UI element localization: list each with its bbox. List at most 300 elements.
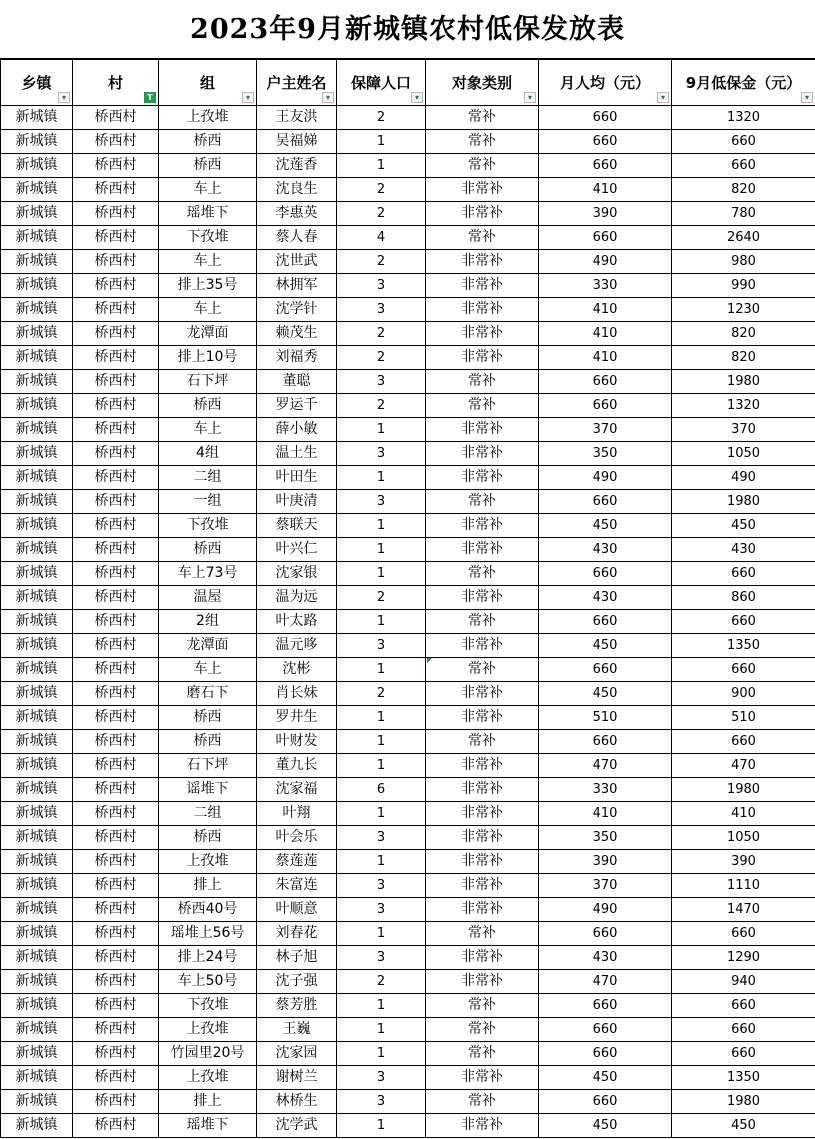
cell-category[interactable]: 非常补 <box>426 178 539 202</box>
cell-township[interactable]: 新城镇 <box>1 970 73 994</box>
cell-covered-persons[interactable]: 3 <box>337 274 426 298</box>
cell-village[interactable]: 桥西村 <box>73 1090 159 1114</box>
cell-category[interactable]: 非常补 <box>426 442 539 466</box>
cell-householder[interactable]: 温为远 <box>257 586 337 610</box>
cell-householder[interactable]: 沈子强 <box>257 970 337 994</box>
cell-category[interactable]: 非常补 <box>426 826 539 850</box>
cell-group[interactable]: 桥西 <box>159 130 257 154</box>
cell-september-allowance[interactable]: 1050 <box>672 442 815 466</box>
cell-september-allowance[interactable]: 1350 <box>672 634 815 658</box>
cell-monthly-per-person[interactable]: 490 <box>539 466 672 490</box>
cell-group[interactable]: 车上 <box>159 250 257 274</box>
cell-covered-persons[interactable]: 4 <box>337 226 426 250</box>
cell-township[interactable]: 新城镇 <box>1 418 73 442</box>
cell-monthly-per-person[interactable]: 510 <box>539 706 672 730</box>
cell-group[interactable]: 桥西40号 <box>159 898 257 922</box>
cell-september-allowance[interactable]: 1320 <box>672 106 815 130</box>
cell-township[interactable]: 新城镇 <box>1 874 73 898</box>
cell-householder[interactable]: 叶太路 <box>257 610 337 634</box>
cell-householder[interactable]: 朱富连 <box>257 874 337 898</box>
cell-category[interactable]: 常补 <box>426 922 539 946</box>
cell-group[interactable]: 桥西 <box>159 826 257 850</box>
cell-september-allowance[interactable]: 490 <box>672 466 815 490</box>
cell-householder[interactable]: 刘春花 <box>257 922 337 946</box>
cell-householder[interactable]: 罗井生 <box>257 706 337 730</box>
cell-category[interactable]: 非常补 <box>426 970 539 994</box>
cell-september-allowance[interactable]: 780 <box>672 202 815 226</box>
cell-village[interactable]: 桥西村 <box>73 778 159 802</box>
cell-september-allowance[interactable]: 1470 <box>672 898 815 922</box>
cell-group[interactable]: 桥西 <box>159 394 257 418</box>
cell-township[interactable]: 新城镇 <box>1 754 73 778</box>
cell-monthly-per-person[interactable]: 350 <box>539 442 672 466</box>
cell-township[interactable]: 新城镇 <box>1 346 73 370</box>
cell-village[interactable]: 桥西村 <box>73 1018 159 1042</box>
cell-category[interactable]: 非常补 <box>426 634 539 658</box>
cell-category[interactable]: 常补 <box>426 1042 539 1066</box>
cell-householder[interactable]: 吴福娣 <box>257 130 337 154</box>
cell-village[interactable]: 桥西村 <box>73 538 159 562</box>
cell-category[interactable]: 非常补 <box>426 682 539 706</box>
cell-covered-persons[interactable]: 3 <box>337 370 426 394</box>
cell-category[interactable]: 常补 <box>426 730 539 754</box>
cell-householder[interactable]: 董聪 <box>257 370 337 394</box>
cell-householder[interactable]: 蔡人春 <box>257 226 337 250</box>
cell-monthly-per-person[interactable]: 490 <box>539 898 672 922</box>
cell-group[interactable]: 龙潭面 <box>159 322 257 346</box>
cell-village[interactable]: 桥西村 <box>73 826 159 850</box>
cell-monthly-per-person[interactable]: 470 <box>539 754 672 778</box>
cell-covered-persons[interactable]: 3 <box>337 946 426 970</box>
cell-group[interactable]: 瑶堆下 <box>159 202 257 226</box>
cell-covered-persons[interactable]: 1 <box>337 994 426 1018</box>
cell-september-allowance[interactable]: 1110 <box>672 874 815 898</box>
cell-village[interactable]: 桥西村 <box>73 178 159 202</box>
cell-covered-persons[interactable]: 1 <box>337 610 426 634</box>
cell-september-allowance[interactable]: 1980 <box>672 1090 815 1114</box>
cell-township[interactable]: 新城镇 <box>1 730 73 754</box>
cell-september-allowance[interactable]: 660 <box>672 130 815 154</box>
cell-monthly-per-person[interactable]: 660 <box>539 562 672 586</box>
cell-category[interactable]: 常补 <box>426 1018 539 1042</box>
cell-group[interactable]: 二组 <box>159 802 257 826</box>
cell-group[interactable]: 瑶堆下 <box>159 1114 257 1138</box>
cell-september-allowance[interactable]: 1980 <box>672 490 815 514</box>
cell-village[interactable]: 桥西村 <box>73 946 159 970</box>
cell-village[interactable]: 桥西村 <box>73 298 159 322</box>
cell-september-allowance[interactable]: 660 <box>672 1018 815 1042</box>
cell-september-allowance[interactable]: 470 <box>672 754 815 778</box>
cell-category[interactable]: 非常补 <box>426 802 539 826</box>
cell-september-allowance[interactable]: 820 <box>672 178 815 202</box>
cell-category[interactable]: 非常补 <box>426 1066 539 1090</box>
cell-category[interactable]: 非常补 <box>426 874 539 898</box>
cell-village[interactable]: 桥西村 <box>73 610 159 634</box>
cell-householder[interactable]: 温元哆 <box>257 634 337 658</box>
cell-monthly-per-person[interactable]: 660 <box>539 1042 672 1066</box>
cell-village[interactable]: 桥西村 <box>73 370 159 394</box>
cell-category[interactable]: 非常补 <box>426 466 539 490</box>
cell-group[interactable]: 上孜堆 <box>159 1066 257 1090</box>
cell-september-allowance[interactable]: 820 <box>672 322 815 346</box>
cell-category[interactable]: 非常补 <box>426 946 539 970</box>
cell-covered-persons[interactable]: 1 <box>337 1042 426 1066</box>
cell-group[interactable]: 排上10号 <box>159 346 257 370</box>
cell-township[interactable]: 新城镇 <box>1 682 73 706</box>
cell-householder[interactable]: 沈家银 <box>257 562 337 586</box>
cell-covered-persons[interactable]: 1 <box>337 922 426 946</box>
cell-township[interactable]: 新城镇 <box>1 250 73 274</box>
cell-covered-persons[interactable]: 3 <box>337 634 426 658</box>
cell-covered-persons[interactable]: 2 <box>337 202 426 226</box>
cell-householder[interactable]: 沈世武 <box>257 250 337 274</box>
cell-covered-persons[interactable]: 2 <box>337 394 426 418</box>
cell-village[interactable]: 桥西村 <box>73 850 159 874</box>
cell-householder[interactable]: 叶翔 <box>257 802 337 826</box>
cell-covered-persons[interactable]: 2 <box>337 682 426 706</box>
cell-september-allowance[interactable]: 1980 <box>672 370 815 394</box>
cell-september-allowance[interactable]: 990 <box>672 274 815 298</box>
cell-category[interactable]: 非常补 <box>426 202 539 226</box>
cell-group[interactable]: 排上24号 <box>159 946 257 970</box>
cell-covered-persons[interactable]: 6 <box>337 778 426 802</box>
cell-monthly-per-person[interactable]: 370 <box>539 874 672 898</box>
cell-village[interactable]: 桥西村 <box>73 514 159 538</box>
cell-township[interactable]: 新城镇 <box>1 658 73 682</box>
cell-category[interactable]: 非常补 <box>426 298 539 322</box>
cell-september-allowance[interactable]: 940 <box>672 970 815 994</box>
cell-covered-persons[interactable]: 3 <box>337 1090 426 1114</box>
cell-group[interactable]: 车上 <box>159 418 257 442</box>
cell-monthly-per-person[interactable]: 660 <box>539 610 672 634</box>
cell-village[interactable]: 桥西村 <box>73 754 159 778</box>
cell-covered-persons[interactable]: 3 <box>337 298 426 322</box>
cell-township[interactable]: 新城镇 <box>1 178 73 202</box>
cell-monthly-per-person[interactable]: 450 <box>539 1114 672 1138</box>
cell-covered-persons[interactable]: 2 <box>337 346 426 370</box>
cell-township[interactable]: 新城镇 <box>1 562 73 586</box>
cell-covered-persons[interactable]: 2 <box>337 106 426 130</box>
cell-covered-persons[interactable]: 2 <box>337 970 426 994</box>
cell-township[interactable]: 新城镇 <box>1 706 73 730</box>
cell-householder[interactable]: 肖长妹 <box>257 682 337 706</box>
cell-township[interactable]: 新城镇 <box>1 994 73 1018</box>
cell-village[interactable]: 桥西村 <box>73 466 159 490</box>
cell-householder[interactable]: 叶财发 <box>257 730 337 754</box>
cell-group[interactable]: 桥西 <box>159 706 257 730</box>
cell-township[interactable]: 新城镇 <box>1 226 73 250</box>
cell-covered-persons[interactable]: 2 <box>337 250 426 274</box>
cell-village[interactable]: 桥西村 <box>73 658 159 682</box>
cell-covered-persons[interactable]: 1 <box>337 802 426 826</box>
cell-township[interactable]: 新城镇 <box>1 898 73 922</box>
cell-householder[interactable]: 李惠英 <box>257 202 337 226</box>
cell-group[interactable]: 上孜堆 <box>159 1018 257 1042</box>
cell-monthly-per-person[interactable]: 470 <box>539 970 672 994</box>
cell-group[interactable]: 4组 <box>159 442 257 466</box>
cell-village[interactable]: 桥西村 <box>73 226 159 250</box>
cell-township[interactable]: 新城镇 <box>1 322 73 346</box>
cell-monthly-per-person[interactable]: 450 <box>539 514 672 538</box>
cell-category[interactable]: 非常补 <box>426 778 539 802</box>
cell-group[interactable]: 一组 <box>159 490 257 514</box>
cell-covered-persons[interactable]: 1 <box>337 130 426 154</box>
cell-householder[interactable]: 沈学武 <box>257 1114 337 1138</box>
cell-category[interactable]: 常补 <box>426 106 539 130</box>
cell-covered-persons[interactable]: 1 <box>337 1018 426 1042</box>
cell-householder[interactable]: 刘福秀 <box>257 346 337 370</box>
cell-householder[interactable]: 董九长 <box>257 754 337 778</box>
cell-township[interactable]: 新城镇 <box>1 610 73 634</box>
cell-group[interactable]: 下孜堆 <box>159 226 257 250</box>
cell-monthly-per-person[interactable]: 660 <box>539 994 672 1018</box>
cell-monthly-per-person[interactable]: 660 <box>539 370 672 394</box>
cell-group[interactable]: 竹园里20号 <box>159 1042 257 1066</box>
cell-village[interactable]: 桥西村 <box>73 634 159 658</box>
cell-township[interactable]: 新城镇 <box>1 1018 73 1042</box>
cell-group[interactable]: 2组 <box>159 610 257 634</box>
cell-covered-persons[interactable]: 3 <box>337 898 426 922</box>
cell-monthly-per-person[interactable]: 450 <box>539 634 672 658</box>
cell-householder[interactable]: 蔡莲莲 <box>257 850 337 874</box>
cell-september-allowance[interactable]: 450 <box>672 514 815 538</box>
cell-householder[interactable]: 薛小敏 <box>257 418 337 442</box>
cell-category[interactable]: 非常补 <box>426 418 539 442</box>
cell-village[interactable]: 桥西村 <box>73 874 159 898</box>
cell-september-allowance[interactable]: 980 <box>672 250 815 274</box>
cell-covered-persons[interactable]: 1 <box>337 514 426 538</box>
cell-september-allowance[interactable]: 660 <box>672 658 815 682</box>
cell-monthly-per-person[interactable]: 660 <box>539 1090 672 1114</box>
cell-september-allowance[interactable]: 1320 <box>672 394 815 418</box>
cell-township[interactable]: 新城镇 <box>1 826 73 850</box>
cell-monthly-per-person[interactable]: 370 <box>539 418 672 442</box>
cell-village[interactable]: 桥西村 <box>73 1114 159 1138</box>
cell-village[interactable]: 桥西村 <box>73 586 159 610</box>
cell-category[interactable]: 常补 <box>426 562 539 586</box>
cell-group[interactable]: 石下坪 <box>159 370 257 394</box>
cell-village[interactable]: 桥西村 <box>73 682 159 706</box>
cell-category[interactable]: 常补 <box>426 1090 539 1114</box>
cell-monthly-per-person[interactable]: 660 <box>539 490 672 514</box>
cell-category[interactable]: 常补 <box>426 394 539 418</box>
cell-monthly-per-person[interactable]: 450 <box>539 1066 672 1090</box>
cell-category[interactable]: 常补 <box>426 226 539 250</box>
cell-householder[interactable]: 蔡芳胜 <box>257 994 337 1018</box>
cell-monthly-per-person[interactable]: 410 <box>539 298 672 322</box>
cell-september-allowance[interactable]: 450 <box>672 1114 815 1138</box>
cell-september-allowance[interactable]: 2640 <box>672 226 815 250</box>
cell-group[interactable]: 二组 <box>159 466 257 490</box>
cell-category[interactable]: 常补 <box>426 130 539 154</box>
cell-householder[interactable]: 王友洪 <box>257 106 337 130</box>
cell-monthly-per-person[interactable]: 410 <box>539 178 672 202</box>
cell-covered-persons[interactable]: 1 <box>337 706 426 730</box>
cell-village[interactable]: 桥西村 <box>73 394 159 418</box>
cell-group[interactable]: 瑶堆上56号 <box>159 922 257 946</box>
cell-september-allowance[interactable]: 1290 <box>672 946 815 970</box>
cell-group[interactable]: 石下坪 <box>159 754 257 778</box>
cell-covered-persons[interactable]: 1 <box>337 538 426 562</box>
cell-monthly-per-person[interactable]: 660 <box>539 1018 672 1042</box>
cell-category[interactable]: 常补 <box>426 610 539 634</box>
cell-monthly-per-person[interactable]: 660 <box>539 658 672 682</box>
cell-village[interactable]: 桥西村 <box>73 442 159 466</box>
cell-monthly-per-person[interactable]: 330 <box>539 274 672 298</box>
cell-village[interactable]: 桥西村 <box>73 346 159 370</box>
cell-group[interactable]: 温屋 <box>159 586 257 610</box>
cell-village[interactable]: 桥西村 <box>73 1042 159 1066</box>
cell-september-allowance[interactable]: 660 <box>672 154 815 178</box>
cell-september-allowance[interactable]: 900 <box>672 682 815 706</box>
filter-dropdown-icon[interactable]: ▾ <box>411 92 423 103</box>
cell-monthly-per-person[interactable]: 350 <box>539 826 672 850</box>
cell-september-allowance[interactable]: 410 <box>672 802 815 826</box>
cell-group[interactable]: 车上 <box>159 298 257 322</box>
filter-active-icon[interactable]: T <box>144 92 156 103</box>
cell-township[interactable]: 新城镇 <box>1 1066 73 1090</box>
cell-village[interactable]: 桥西村 <box>73 1066 159 1090</box>
cell-covered-persons[interactable]: 3 <box>337 826 426 850</box>
cell-householder[interactable]: 沈良生 <box>257 178 337 202</box>
cell-village[interactable]: 桥西村 <box>73 706 159 730</box>
cell-township[interactable]: 新城镇 <box>1 130 73 154</box>
cell-monthly-per-person[interactable]: 450 <box>539 682 672 706</box>
cell-householder[interactable]: 林桥生 <box>257 1090 337 1114</box>
cell-monthly-per-person[interactable]: 430 <box>539 586 672 610</box>
cell-group[interactable]: 下孜堆 <box>159 514 257 538</box>
cell-township[interactable]: 新城镇 <box>1 1042 73 1066</box>
cell-village[interactable]: 桥西村 <box>73 922 159 946</box>
cell-householder[interactable]: 叶田生 <box>257 466 337 490</box>
cell-township[interactable]: 新城镇 <box>1 514 73 538</box>
filter-dropdown-icon[interactable]: ▾ <box>242 92 254 103</box>
cell-covered-persons[interactable]: 1 <box>337 658 426 682</box>
cell-householder[interactable]: 罗运千 <box>257 394 337 418</box>
cell-category[interactable]: 常补 <box>426 370 539 394</box>
cell-category[interactable]: 非常补 <box>426 706 539 730</box>
cell-september-allowance[interactable]: 1350 <box>672 1066 815 1090</box>
cell-september-allowance[interactable]: 660 <box>672 1042 815 1066</box>
cell-covered-persons[interactable]: 1 <box>337 850 426 874</box>
cell-covered-persons[interactable]: 1 <box>337 754 426 778</box>
cell-householder[interactable]: 林子旭 <box>257 946 337 970</box>
cell-village[interactable]: 桥西村 <box>73 730 159 754</box>
cell-september-allowance[interactable]: 370 <box>672 418 815 442</box>
cell-september-allowance[interactable]: 390 <box>672 850 815 874</box>
cell-township[interactable]: 新城镇 <box>1 466 73 490</box>
cell-monthly-per-person[interactable]: 410 <box>539 346 672 370</box>
cell-township[interactable]: 新城镇 <box>1 1114 73 1138</box>
cell-township[interactable]: 新城镇 <box>1 274 73 298</box>
cell-monthly-per-person[interactable]: 660 <box>539 130 672 154</box>
cell-householder[interactable]: 沈彬 <box>257 658 337 682</box>
cell-group[interactable]: 桥西 <box>159 538 257 562</box>
cell-township[interactable]: 新城镇 <box>1 298 73 322</box>
cell-category[interactable]: 非常补 <box>426 850 539 874</box>
cell-group[interactable]: 上孜堆 <box>159 106 257 130</box>
cell-group[interactable]: 上孜堆 <box>159 850 257 874</box>
cell-category[interactable]: 常补 <box>426 658 539 682</box>
cell-township[interactable]: 新城镇 <box>1 490 73 514</box>
cell-covered-persons[interactable]: 1 <box>337 562 426 586</box>
cell-householder[interactable]: 沈莲香 <box>257 154 337 178</box>
cell-village[interactable]: 桥西村 <box>73 106 159 130</box>
cell-group[interactable]: 桥西 <box>159 730 257 754</box>
cell-covered-persons[interactable]: 3 <box>337 1066 426 1090</box>
cell-group[interactable]: 下孜堆 <box>159 994 257 1018</box>
cell-category[interactable]: 非常补 <box>426 274 539 298</box>
cell-group[interactable]: 排上35号 <box>159 274 257 298</box>
filter-dropdown-icon[interactable]: ▾ <box>801 92 813 103</box>
cell-september-allowance[interactable]: 1980 <box>672 778 815 802</box>
cell-covered-persons[interactable]: 1 <box>337 466 426 490</box>
cell-category[interactable]: 非常补 <box>426 1114 539 1138</box>
cell-householder[interactable]: 温土生 <box>257 442 337 466</box>
cell-group[interactable]: 车上 <box>159 178 257 202</box>
cell-september-allowance[interactable]: 660 <box>672 922 815 946</box>
cell-householder[interactable]: 赖茂生 <box>257 322 337 346</box>
cell-september-allowance[interactable]: 860 <box>672 586 815 610</box>
cell-september-allowance[interactable]: 660 <box>672 730 815 754</box>
cell-township[interactable]: 新城镇 <box>1 106 73 130</box>
cell-monthly-per-person[interactable]: 330 <box>539 778 672 802</box>
cell-monthly-per-person[interactable]: 660 <box>539 922 672 946</box>
cell-householder[interactable]: 叶庚清 <box>257 490 337 514</box>
cell-township[interactable]: 新城镇 <box>1 922 73 946</box>
cell-monthly-per-person[interactable]: 430 <box>539 538 672 562</box>
cell-september-allowance[interactable]: 1230 <box>672 298 815 322</box>
cell-september-allowance[interactable]: 430 <box>672 538 815 562</box>
cell-covered-persons[interactable]: 3 <box>337 442 426 466</box>
cell-group[interactable]: 车上50号 <box>159 970 257 994</box>
cell-township[interactable]: 新城镇 <box>1 202 73 226</box>
cell-september-allowance[interactable]: 660 <box>672 562 815 586</box>
cell-township[interactable]: 新城镇 <box>1 634 73 658</box>
cell-covered-persons[interactable]: 2 <box>337 178 426 202</box>
cell-village[interactable]: 桥西村 <box>73 490 159 514</box>
cell-village[interactable]: 桥西村 <box>73 562 159 586</box>
cell-village[interactable]: 桥西村 <box>73 994 159 1018</box>
cell-category[interactable]: 非常补 <box>426 322 539 346</box>
cell-township[interactable]: 新城镇 <box>1 442 73 466</box>
filter-dropdown-icon[interactable]: ▾ <box>524 92 536 103</box>
cell-village[interactable]: 桥西村 <box>73 250 159 274</box>
cell-monthly-per-person[interactable]: 490 <box>539 250 672 274</box>
cell-september-allowance[interactable]: 510 <box>672 706 815 730</box>
cell-village[interactable]: 桥西村 <box>73 202 159 226</box>
cell-category[interactable]: 常补 <box>426 994 539 1018</box>
cell-township[interactable]: 新城镇 <box>1 802 73 826</box>
cell-category[interactable]: 常补 <box>426 490 539 514</box>
cell-village[interactable]: 桥西村 <box>73 802 159 826</box>
cell-township[interactable]: 新城镇 <box>1 394 73 418</box>
cell-township[interactable]: 新城镇 <box>1 154 73 178</box>
cell-covered-persons[interactable]: 1 <box>337 730 426 754</box>
cell-village[interactable]: 桥西村 <box>73 154 159 178</box>
cell-village[interactable]: 桥西村 <box>73 898 159 922</box>
cell-covered-persons[interactable]: 2 <box>337 586 426 610</box>
cell-village[interactable]: 桥西村 <box>73 418 159 442</box>
cell-monthly-per-person[interactable]: 410 <box>539 322 672 346</box>
cell-group[interactable]: 排上 <box>159 874 257 898</box>
cell-monthly-per-person[interactable]: 660 <box>539 730 672 754</box>
cell-village[interactable]: 桥西村 <box>73 130 159 154</box>
cell-september-allowance[interactable]: 660 <box>672 994 815 1018</box>
cell-householder[interactable]: 王巍 <box>257 1018 337 1042</box>
cell-category[interactable]: 非常补 <box>426 898 539 922</box>
cell-householder[interactable]: 谢树兰 <box>257 1066 337 1090</box>
